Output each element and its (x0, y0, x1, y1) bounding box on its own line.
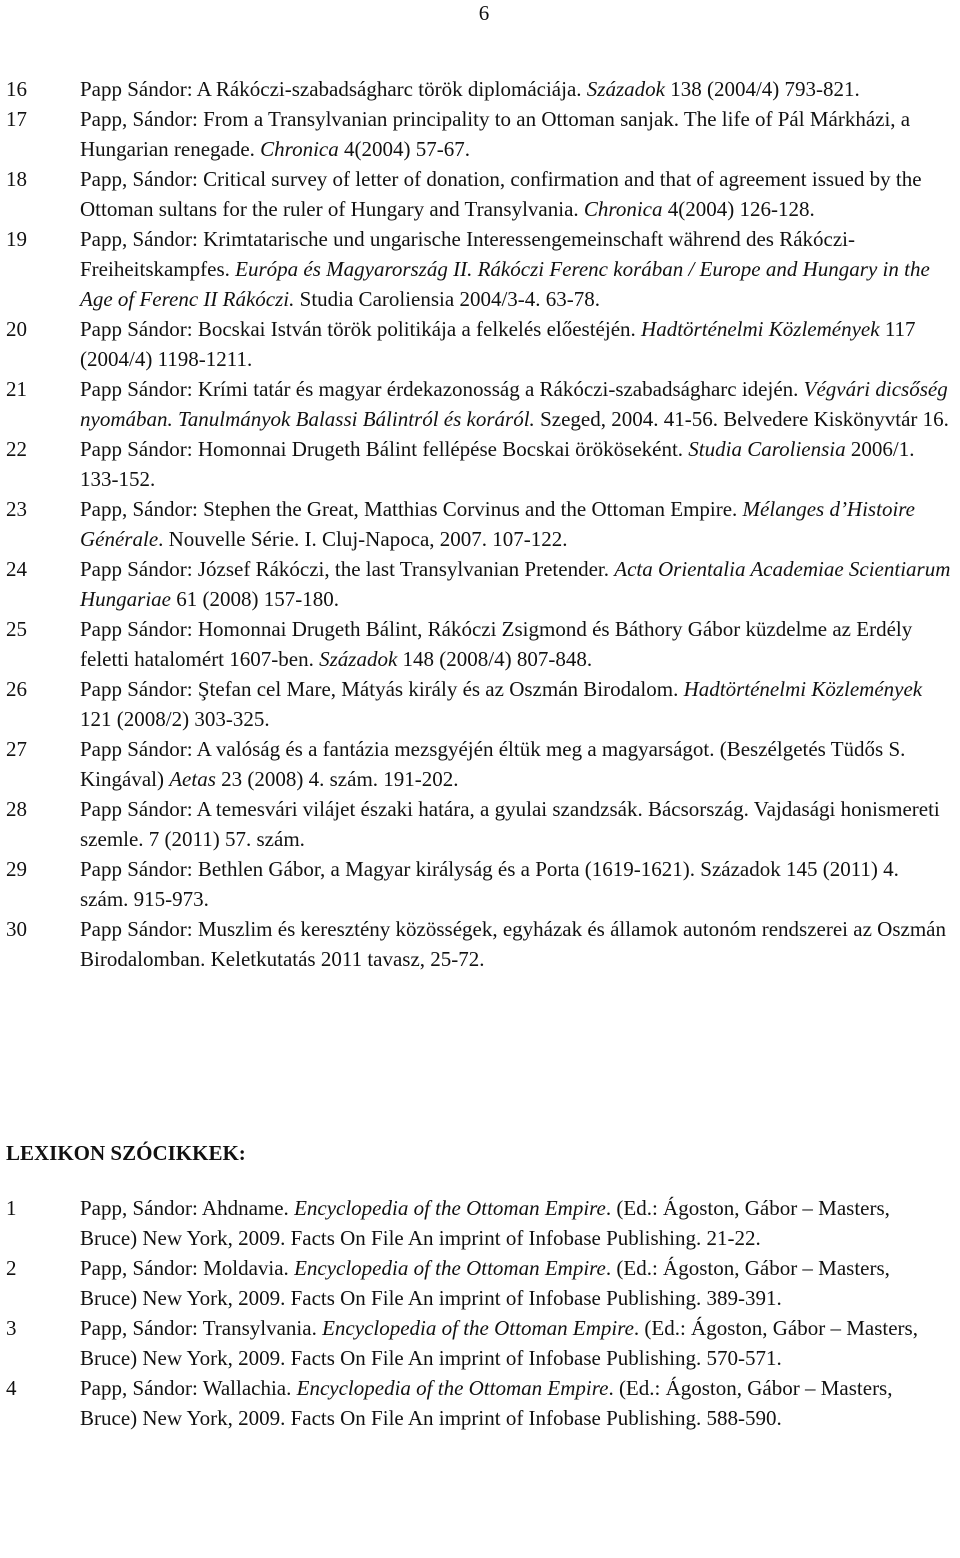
citation-text (80, 1373, 952, 1433)
item-number: 2 (6, 1256, 17, 1280)
item-number: 24 (6, 557, 27, 581)
item-number: 21 (6, 377, 27, 401)
citation-segment: Papp Sándor: József Rákóczi, the last Transylvanian Pretender. (80, 557, 615, 581)
citation-segment: . Nouvelle Série. I. Cluj-Napoca, 2007. 107-122. (158, 527, 568, 551)
list-item (6, 74, 956, 104)
list-item (6, 554, 956, 614)
list-item (6, 734, 956, 794)
citation-segment: . (Ed.: Ágoston, Gábor – Masters, Bruce) New York, 2009. Facts On File An imprint of Infobase Publishing. 389-391. (80, 1256, 890, 1310)
citation-segment: Papp Sándor: A Rákóczi-szabadságharc török diplomáciája. (80, 77, 587, 101)
citation-text (80, 794, 952, 854)
citation-text (80, 854, 952, 914)
citation-segment: 117 (2004/4) 1198-1211. (80, 317, 916, 371)
list-item (6, 854, 956, 914)
item-number: 28 (6, 797, 27, 821)
list-item (6, 314, 956, 374)
citation-segment: Papp Sándor: Homonnai Drugeth Bálint fellépése Bocskai örököseként. (80, 437, 689, 461)
citation-segment: Papp, Sándor: Wallachia. (80, 1376, 297, 1400)
citation-segment: Szeged, 2004. 41-56. Belvedere Kiskönyvtár 16. (534, 407, 949, 431)
citation-text (80, 74, 952, 104)
citation-title-italic: Encyclopedia of the Ottoman Empire (294, 1256, 606, 1280)
item-number: 19 (6, 227, 27, 251)
citation-segment: Papp Sándor: Krími tatár és magyar érdekazonosság a Rákóczi-szabadságharc idején. (80, 377, 804, 401)
citation-title-italic: Acta Orientalia Academiae Scientiarum Hungariae (80, 557, 951, 611)
section-heading-lexikon: LEXIKON SZÓCIKKEK: (6, 1141, 246, 1165)
page-number: 6 (478, 1, 490, 25)
citation-text (80, 1313, 952, 1373)
citation-title-italic: Hadtörténelmi Közlemények (641, 317, 880, 341)
citation-title-italic: Encyclopedia of the Ottoman Empire (296, 1376, 609, 1400)
list-item (6, 164, 956, 224)
citation-segment: Studia Caroliensia 2004/3-4. 63-78. (294, 287, 601, 311)
list-item (6, 1193, 956, 1253)
citation-segment: Papp Sándor: Bocskai István török politikája a felkelés előestéjén. (80, 317, 642, 341)
citation-title-italic: Aetas (169, 767, 216, 791)
citation-text (80, 434, 952, 494)
citation-segment: 23 (2008) 4. szám. 191-202. (215, 767, 459, 791)
citation-title-italic: Európa és Magyarország II. Rákóczi Ferenc korában / Europe and Hungary in the Age of Ferenc II Rákóczi. (80, 257, 930, 311)
citation-segment: Papp, Sándor: Krimtatarische und ungarische Interessengemeinschaft während des Rákóczi-Freiheitskampfes. (80, 227, 855, 281)
list-item (6, 1373, 956, 1433)
citation-text (80, 314, 952, 374)
citation-segment: Papp Sándor: Bethlen Gábor, a Magyar királyság és a Porta (1619-1621). Századok 145 (2011) 4. szám. 915-973. (80, 857, 899, 911)
citation-title-italic: Mélanges d’Histoire Générale (80, 497, 915, 551)
item-number: 29 (6, 857, 27, 881)
citation-segment: Papp Sándor: Ştefan cel Mare, Mátyás király és az Oszmán Birodalom. (80, 677, 684, 701)
item-number: 17 (6, 107, 27, 131)
list-item (6, 914, 956, 974)
item-number: 16 (6, 77, 27, 101)
citation-segment: 148 (2008/4) 807-848. (397, 647, 593, 671)
list-item (6, 434, 956, 494)
item-number: 26 (6, 677, 27, 701)
list-item (6, 374, 956, 434)
list-item (6, 614, 956, 674)
item-number: 1 (6, 1196, 17, 1220)
citation-segment: 61 (2008) 157-180. (171, 587, 339, 611)
list-item (6, 104, 956, 164)
citation-segment: Papp, Sándor: From a Transylvanian principality to an Ottoman sanjak. The life of Pál Márkházi, a Hungarian renegade. (80, 107, 911, 161)
list-item (6, 1253, 956, 1313)
citation-title-italic: Végvári dicsőség nyomában. Tanulmányok Balassi Bálintról és koráról. (80, 377, 948, 431)
citation-segment: 2006/1. 133-152. (80, 437, 915, 491)
citation-text (80, 674, 952, 734)
item-number: 25 (6, 617, 27, 641)
citation-title-italic: Studia Caroliensia (688, 437, 846, 461)
list-item (6, 494, 956, 554)
citation-text (80, 494, 952, 554)
item-number: 4 (6, 1376, 17, 1400)
item-number: 27 (6, 737, 27, 761)
lexikon-list (6, 1193, 956, 1433)
citation-segment: Papp Sándor: A temesvári vilájet északi határa, a gyulai szandzsák. Bácsország. Vajdasági honismereti szemle. 7 (2011) 57. szám. (80, 797, 940, 851)
citation-segment: Papp, Sándor: Moldavia. (80, 1256, 295, 1280)
citation-segment: . (Ed.: Ágoston, Gábor – Masters, Bruce) New York, 2009. Facts On File An imprint of Infobase Publishing. 588-590. (80, 1376, 893, 1430)
item-number: 3 (6, 1316, 17, 1340)
item-number: 22 (6, 437, 27, 461)
citation-title-italic: Chronica (583, 197, 663, 221)
citation-text (80, 614, 952, 674)
citation-segment: Papp Sándor: Homonnai Drugeth Bálint, Rákóczi Zsigmond és Báthory Gábor küzdelme az Erdély feletti hatalomért 1607-ben. (80, 617, 913, 671)
citation-segment: Papp, Sándor: Critical survey of letter of donation, confirmation and that of agreement issued by the Ottoman sultans for the ruler of Hungary and Transylvania. (80, 167, 922, 221)
item-number: 18 (6, 167, 27, 191)
citation-title-italic: Chronica (260, 137, 339, 161)
item-number: 30 (6, 917, 27, 941)
citation-text (80, 104, 952, 164)
item-number: 20 (6, 317, 27, 341)
citation-segment: 4(2004) 126-128. (662, 197, 815, 221)
publication-list (6, 74, 956, 974)
citation-text (80, 734, 952, 794)
citation-title-italic: Encyclopedia of the Ottoman Empire (294, 1196, 606, 1220)
citation-text (80, 374, 952, 434)
citation-segment: . (Ed.: Ágoston, Gábor – Masters, Bruce) New York, 2009. Facts On File An imprint of Infobase Publishing. 21-22. (80, 1196, 890, 1250)
citation-text (80, 914, 952, 974)
citation-text (80, 554, 952, 614)
citation-segment: Papp Sándor: A valóság és a fantázia mezsgyéjén éltük meg a magyarságot. (Beszélgetés Tüdős S. Kingával) (80, 737, 906, 791)
citation-text (80, 1193, 952, 1253)
list-item (6, 674, 956, 734)
citation-title-italic: Encyclopedia of the Ottoman Empire (322, 1316, 634, 1340)
citation-segment: 121 (2008/2) 303-325. (80, 707, 270, 731)
citation-segment: Papp Sándor: Muszlim és keresztény közösségek, egyházak és államok autonóm rendszerei az Oszmán Birodalomban. Keletkutatás 2011 tavasz, 25-72. (80, 917, 946, 971)
citation-segment: 138 (2004/4) 793-821. (664, 77, 860, 101)
item-number: 23 (6, 497, 27, 521)
citation-title-italic: Hadtörténelmi Közlemények (683, 677, 923, 701)
list-item (6, 794, 956, 854)
citation-title-italic: Századok (319, 647, 398, 671)
citation-segment: Papp, Sándor: Transylvania. (80, 1316, 323, 1340)
citation-segment: Papp, Sándor: Ahdname. (80, 1196, 295, 1220)
citation-title-italic: Századok (586, 77, 665, 101)
list-item (6, 224, 956, 314)
citation-segment: . (Ed.: Ágoston, Gábor – Masters, Bruce) New York, 2009. Facts On File An imprint of Infobase Publishing. 570-571. (80, 1316, 918, 1370)
citation-segment: Papp, Sándor: Stephen the Great, Matthias Corvinus and the Ottoman Empire. (80, 497, 743, 521)
citation-text (80, 164, 952, 224)
citation-text (80, 224, 952, 314)
citation-segment: 4(2004) 57-67. (338, 137, 470, 161)
citation-text (80, 1253, 952, 1313)
list-item (6, 1313, 956, 1373)
